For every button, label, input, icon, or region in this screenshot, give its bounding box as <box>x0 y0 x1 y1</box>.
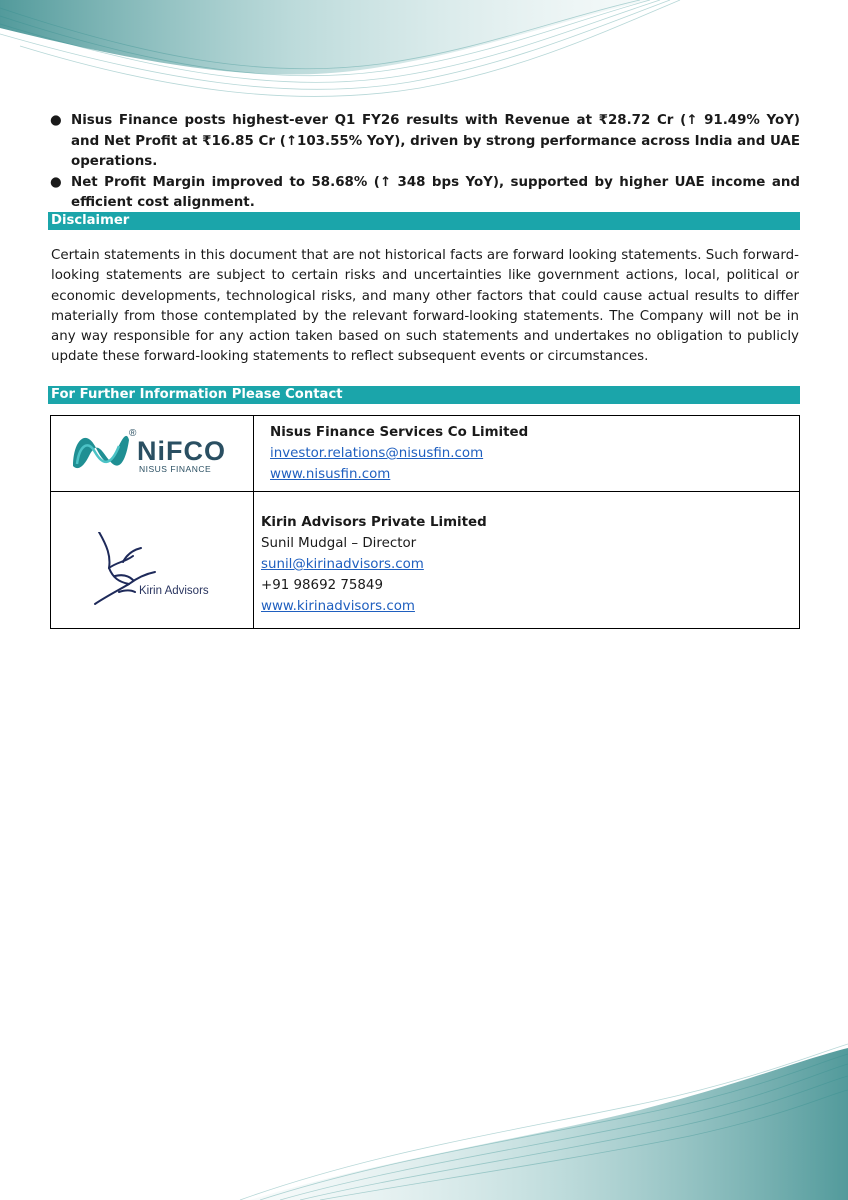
nisus-info-cell <box>254 416 800 492</box>
nisus-website-link[interactable]: www.nisusfin.com <box>270 467 391 482</box>
highlight-item <box>50 111 800 173</box>
kirin-logo-text: Kirin Advisors <box>139 585 209 597</box>
nifco-logo <box>67 420 237 486</box>
kirin-logo <box>89 532 229 612</box>
kirin-logo-cell <box>51 492 254 629</box>
nifco-logo-mark-symbol: ® <box>129 428 137 439</box>
nisus-company-name: Nisus Finance Services Co Limited <box>270 425 529 440</box>
nisus-contact-info <box>254 416 799 485</box>
highlight-item <box>50 173 800 214</box>
kirin-website-link[interactable]: www.kirinadvisors.com <box>261 599 415 614</box>
bullet-icon: ● <box>50 113 62 128</box>
bottom-wave-decoration <box>0 1040 848 1200</box>
highlights-list <box>50 111 800 214</box>
kirin-phone: +91 98692 75849 <box>261 578 383 593</box>
kirin-contact-info <box>254 492 799 617</box>
contacts-table <box>50 415 800 629</box>
contact-row-kirin <box>51 492 800 629</box>
nisus-logo-cell <box>51 416 254 492</box>
disclaimer-heading: Disclaimer <box>48 212 800 230</box>
nisus-email-link[interactable]: investor.relations@nisusfin.com <box>270 446 484 461</box>
nifco-logo-subtext: NISUS FINANCE <box>139 464 212 474</box>
top-wave-decoration <box>0 0 848 110</box>
nifco-logo-text: NiFCO <box>137 436 226 466</box>
highlight-text: Nisus Finance posts highest-ever Q1 FY26 results with Revenue at ₹28.72 Cr (↑ 91.49% YoY) and Net Profit at ₹16.85 Cr (↑103.55% YoY), driven by strong performance across India and UAE operations. <box>71 113 800 169</box>
kirin-info-cell <box>254 492 800 629</box>
disclaimer-body: Certain statements in this document that are not historical facts are forward looking statements. Such forward-looking statements are subject to certain risks and uncertainties like government actions, local, political or economic developments, technological risks, and many other factors that could cause actual results to differ materially from those contemplated by the relevant forward-looking statements. The Company will not be in any way responsible for any action taken based on such statements and undertakes no obligation to publicly update these forward-looking statements to reflect subsequent events or circumstances. <box>51 248 799 365</box>
contact-row-nisus <box>51 416 800 492</box>
kirin-contact-person: Sunil Mudgal – Director <box>261 536 417 551</box>
nifco-logo-mark <box>73 436 129 468</box>
kirin-email-link[interactable]: sunil@kirinadvisors.com <box>261 557 424 572</box>
highlight-text: Net Profit Margin improved to 58.68% (↑ 348 bps YoY), supported by higher UAE income and efficient cost alignment. <box>71 174 800 210</box>
kirin-company-name: Kirin Advisors Private Limited <box>261 515 487 530</box>
contact-heading: For Further Information Please Contact <box>48 386 800 404</box>
bullet-icon: ● <box>50 174 62 190</box>
